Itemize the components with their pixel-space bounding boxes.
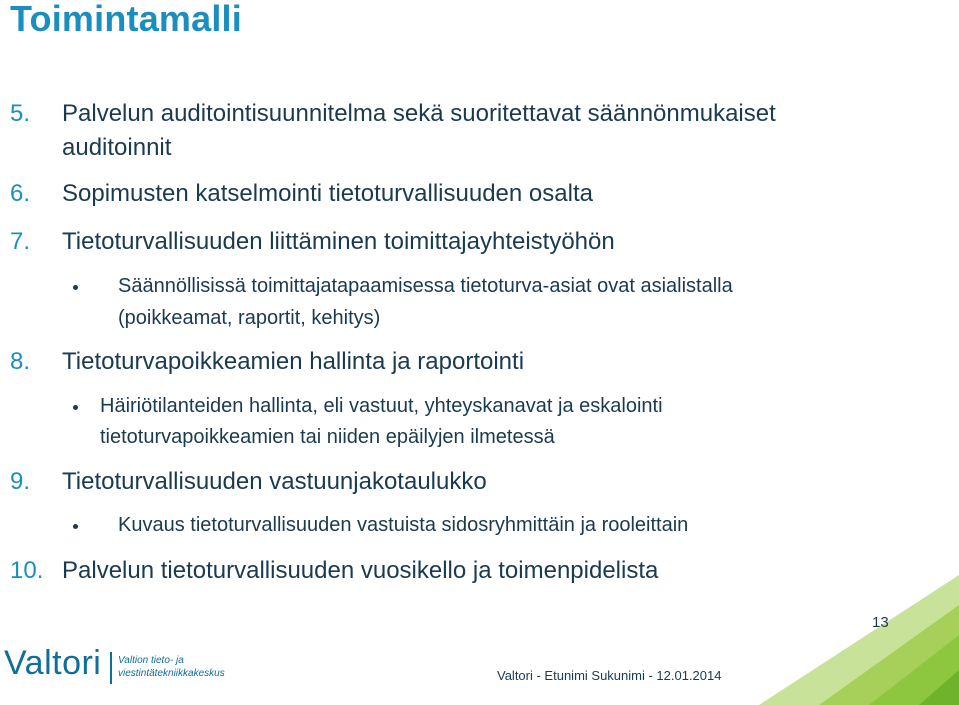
valtori-logo: Valtori (4, 644, 102, 682)
logo-subtitle-line: viestintätekniikkakeskus (118, 668, 225, 679)
page-number: 13 (872, 614, 889, 631)
logo-divider (110, 652, 112, 684)
item-text-line: Palvelun auditointisuunnitelma sekä suoritettavat säännönmukaiset (62, 100, 776, 127)
item-number: 6. (10, 180, 31, 207)
item-text: Tietoturvallisuuden vastuunjakotaulukko (62, 468, 487, 495)
item-text: Tietoturvapoikkeamien hallinta ja raportointi (62, 348, 525, 375)
slide-title: Toimintamalli (10, 0, 242, 39)
item-text: Palvelun tietoturvallisuuden vuosikello ja toimenpidelista (62, 557, 659, 584)
item-number: 10. (10, 557, 44, 584)
item-text-line: auditoinnit (62, 134, 172, 161)
logo-subtitle-line: Valtion tieto- ja (118, 655, 184, 666)
item-number: 5. (10, 100, 31, 127)
decorative-wave (639, 575, 959, 705)
item-number: 9. (10, 468, 31, 495)
sub-item-line: Kuvaus tietoturvallisuuden vastuista sidosryhmittäin ja rooleittain (118, 514, 689, 536)
logo-subtitle (118, 654, 228, 680)
item-number: 8. (10, 348, 31, 375)
bullet-icon (73, 524, 78, 529)
sub-item-line: Säännöllisissä toimittajatapaamisessa tietoturva-asiat ovat asialistalla (118, 275, 733, 297)
item-text: Tietoturvallisuuden liittäminen toimittajayhteistyöhön (62, 228, 615, 255)
sub-item-line: Häiriötilanteiden hallinta, eli vastuut, yhteyskanavat ja eskalointi (100, 395, 663, 417)
item-text: Sopimusten katselmointi tietoturvallisuuden osalta (62, 180, 593, 207)
item-number: 7. (10, 228, 31, 255)
sub-item-line: tietoturvapoikkeamien tai niiden epäilyjen ilmetessä (100, 426, 555, 448)
sub-item-line: (poikkeamat, raportit, kehitys) (118, 307, 381, 329)
bullet-icon (73, 285, 78, 290)
footer-text: Valtori - Etunimi Sukunimi - 12.01.2014 (497, 668, 722, 683)
bullet-icon (73, 405, 78, 410)
